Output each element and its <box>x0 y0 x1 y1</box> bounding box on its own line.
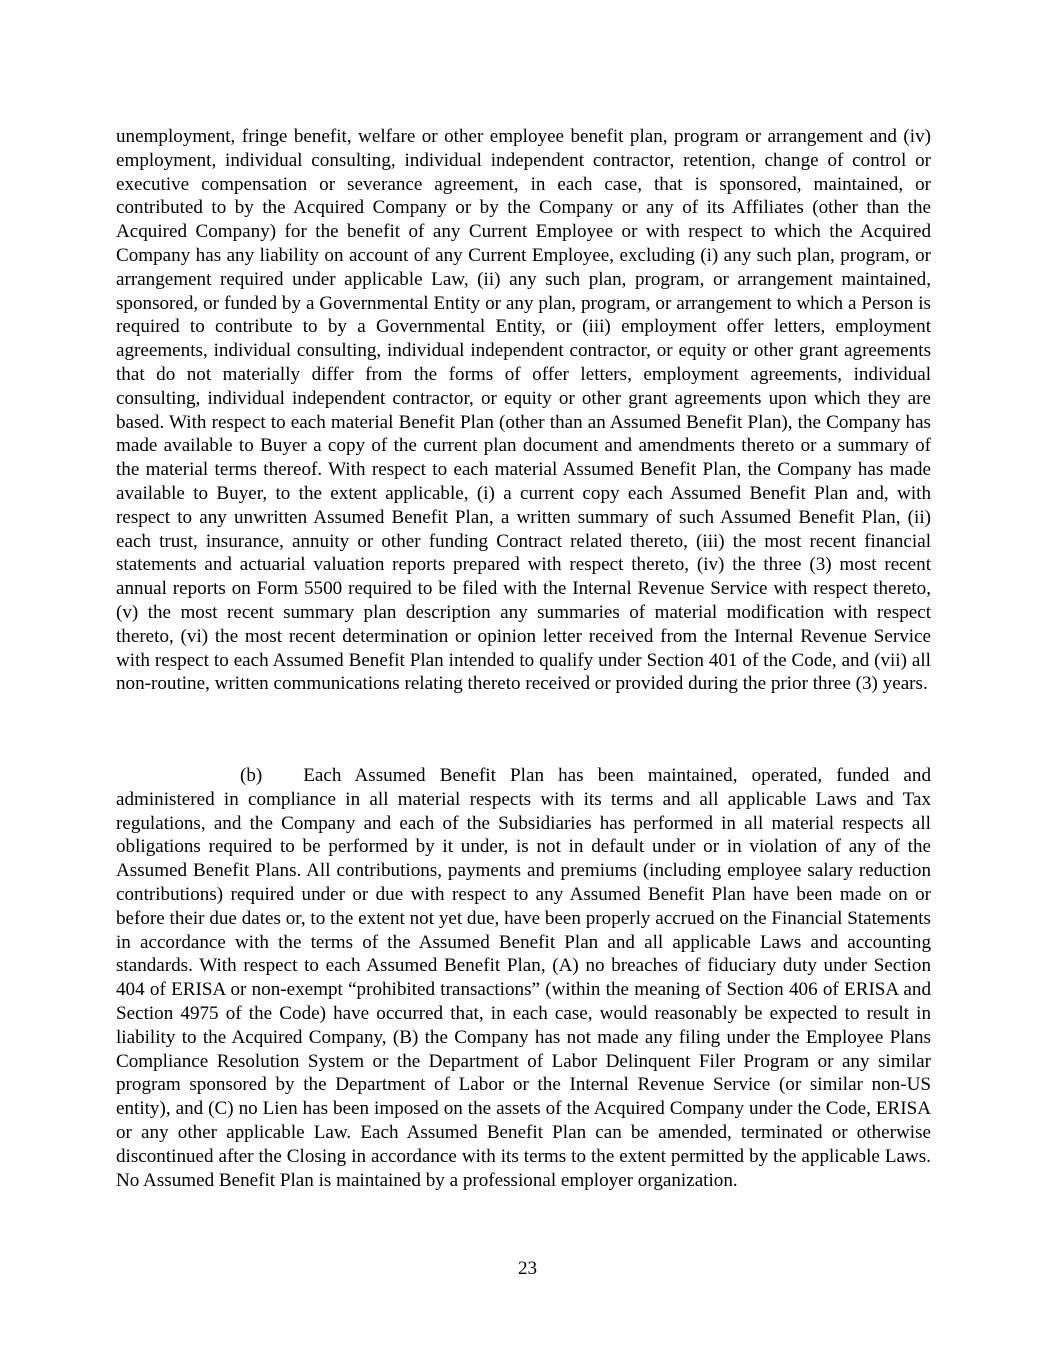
page-number: 23 <box>517 1258 538 1279</box>
paragraph-b-label: (b) <box>240 765 263 786</box>
paragraph-b-text: Each Assumed Benefit Plan has been maintained, operated, funded and administered in compliance in all material respects with its terms and all applicable Laws and Tax regulations, and the Company and each of the Subsidiaries has performed in all material respects all obligations required to be performed by it under, is not in default under or in violation of any of the Assumed Benefit Plans. All contributions, payments and premiums (including employee salary reduction contributions) required under or due with respect to any Assumed Benefit Plan have been made on or before their due dates or, to the extent not yet due, have been properly accrued on the Financial Statements in accordance with the terms of the Assumed Benefit Plan and all applicable Laws and accounting standards. With respect to each Assumed Benefit Plan, (A) no breaches of fiduciary duty under Section 404 of ERISA or non-exempt “prohibited transactions” (within the meaning of Section 406 of ERISA and Section 4975 of the Code) have occurred that, in each case, would reasonably be expected to result in liability to the Acquired Company, (B) the Company has not made any filing under the Employee Plans Compliance Resolution System or the Department of Labor Delinquent Filer Program or any similar program sponsored by the Department of Labor or the Internal Revenue Service (or similar non-US entity), and (C) no Lien has been imposed on the assets of the Acquired Company under the Code, ERISA or any other applicable Law. Each Assumed Benefit Plan can be amended, terminated or otherwise discontinued after the Closing in accordance with its terms to the extent permitted by the applicable Laws. No Assumed Benefit Plan is maintained by a professional employer organization. <box>116 765 931 1191</box>
paragraph-a-continuation: unemployment, fringe benefit, welfare or other employee benefit plan, program or arrangement and (iv) employment, individual consulting, individual independent contractor, retention, change of control or executive compensation or severance agreement, in each case, that is sponsored, maintained, or contributed to by the Acquired Company or by the Company or any of its Affiliates (other than the Acquired Company) for the benefit of any Current Employee or with respect to which the Acquired Company has any liability on account of any Current Employee, excluding (i) any such plan, program, or arrangement required under applicable Law, (ii) any such plan, program, or arrangement maintained, sponsored, or funded by a Governmental Entity or any plan, program, or arrangement to which a Person is required to contribute to by a Governmental Entity, or (iii) employment offer letters, employment agreements, individual consulting, individual independent contractor, or equity or other grant agreements that do not materially differ from the forms of offer letters, employment agreements, individual consulting, individual independent contractor, or equity or other grant agreements upon which they are based. With respect to each material Benefit Plan (other than an Assumed Benefit Plan), the Company has made available to Buyer a copy of the current plan document and amendments thereto or a summary of the material terms thereof. With respect to each material Assumed Benefit Plan, the Company has made available to Buyer, to the extent applicable, (i) a current copy each Assumed Benefit Plan and, with respect to any unwritten Assumed Benefit Plan, a written summary of such Assumed Benefit Plan, (ii) each trust, insurance, annuity or other funding Contract related thereto, (iii) the most recent financial statements and actuarial valuation reports prepared with respect thereto, (iv) the three (3) most recent annual reports on Form 5500 required to be filed with the Internal Revenue Service with respect thereto, (v) the most recent summary plan description any summaries of material modification with respect thereto, (vi) the most recent determination or opinion letter received from the Internal Revenue Service with respect to each Assumed Benefit Plan intended to qualify under Section 401 of the Code, and (vii) all non-routine, written communications relating thereto received or provided during the prior three (3) years. <box>116 126 931 695</box>
paragraph-b <box>116 764 931 1192</box>
